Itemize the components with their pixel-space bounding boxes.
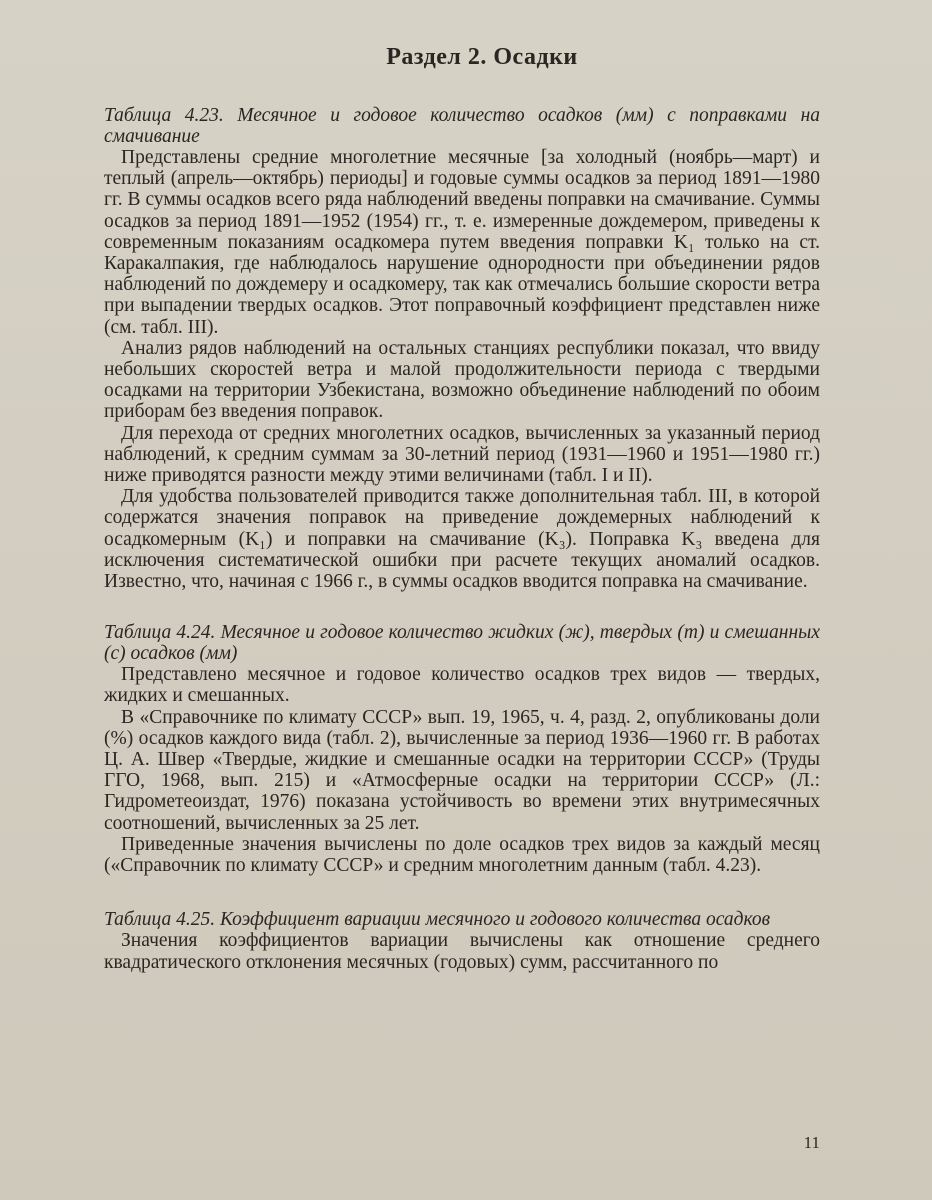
table-caption: Таблица 4.23. Месячное и годовое количество осадков (мм) с поправками на смачивание: [104, 105, 820, 147]
paragraph: Анализ рядов наблюдений на остальных станциях республики показал, что ввиду небольших скоростей ветра и малой продолжительности периода с твердыми осадками на территории Узбекистана, возможно объединение наблюдений по обоим приборам без введения поправок.: [104, 337, 820, 423]
paragraph: В «Справочнике по климату СССР» вып. 19, 1965, ч. 4, разд. 2, опубликованы доли (%) осадков каждого вида (табл. 2), вычисленные за период 1936—1960 гг. В работах Ц. А. Швер «Твердые, жидкие и смешанные осадки на территории СССР» (Труды ГГО, 1968, вып. 215) и «Атмосферные осадки на территории СССР» (Л.: Гидрометеоиздат, 1976) показана устойчивость во времени этих внутримесячных соотношений, вычисленных за 25 лет.: [104, 706, 820, 834]
section-table-4-25: [104, 909, 820, 972]
paragraph: Представлены средние многолетние месячные [за холодный (ноябрь—март) и теплый (апрель—октябрь) периоды] и годовые суммы осадков за период 1891—1980 гг. В суммы осадков всего ряда наблюдений введены поправки на смачивание. Суммы осадков за период 1891—1952 (1954) гг., т. е. измеренные дождемером, приведены к современным показаниям осадкомера путем введения поправки K₁ только на ст. Каракалпакия, где наблюдалось нарушение однородности при объединении рядов наблюдений по дождемеру и осадкомеру, так как отмечались большие скорости ветра при выпадении твердых осадков. Этот поправочный коэффициент представлен ниже (см. табл. III).: [104, 147, 820, 338]
section-table-4-24: [104, 622, 820, 876]
paragraph: Для удобства пользователей приводится также дополнительная табл. III, в которой содержатся значения поправок на приведение дождемерных наблюдений к осадкомерным (K₁) и поправки на смачивание (K₃). Поправка K₃ введена для исключения систематической ошибки при расчете текущих аномалий осадков. Известно, что, начиная с 1966 г., в суммы осадков вводится поправка на смачивание.: [104, 486, 820, 593]
page-number: 11: [803, 1133, 820, 1152]
section-table-4-23: [104, 105, 820, 592]
paragraph: Представлено месячное и годовое количество осадков трех видов — твердых, жидких и смешанных.: [104, 664, 820, 707]
paragraph: Значения коэффициентов вариации вычислены как отношение среднего квадратического отклонения месячных (годовых) сумм, рассчитанного по: [104, 930, 820, 973]
paragraph: Приведенные значения вычислены по доле осадков трех видов за каждый месяц («Справочник по климату СССР» и средним многолетним данным (табл. 4.23).: [104, 833, 820, 877]
table-caption: Таблица 4.25. Коэффициент вариации месячного и годового количества осадков: [104, 909, 771, 931]
table-caption: Таблица 4.24. Месячное и годовое количество жидких (ж), твердых (т) и смешанных (с) осадков (мм): [104, 622, 820, 665]
paragraph: Для перехода от средних многолетних осадков, вычисленных за указанный период наблюдений, к средним суммам за 30-летний период (1931—1960 и 1951—1980 гг.) ниже приводятся разности между этими величинами (табл. I и II).: [104, 422, 820, 487]
section-heading: Раздел 2. Осадки: [386, 44, 578, 70]
